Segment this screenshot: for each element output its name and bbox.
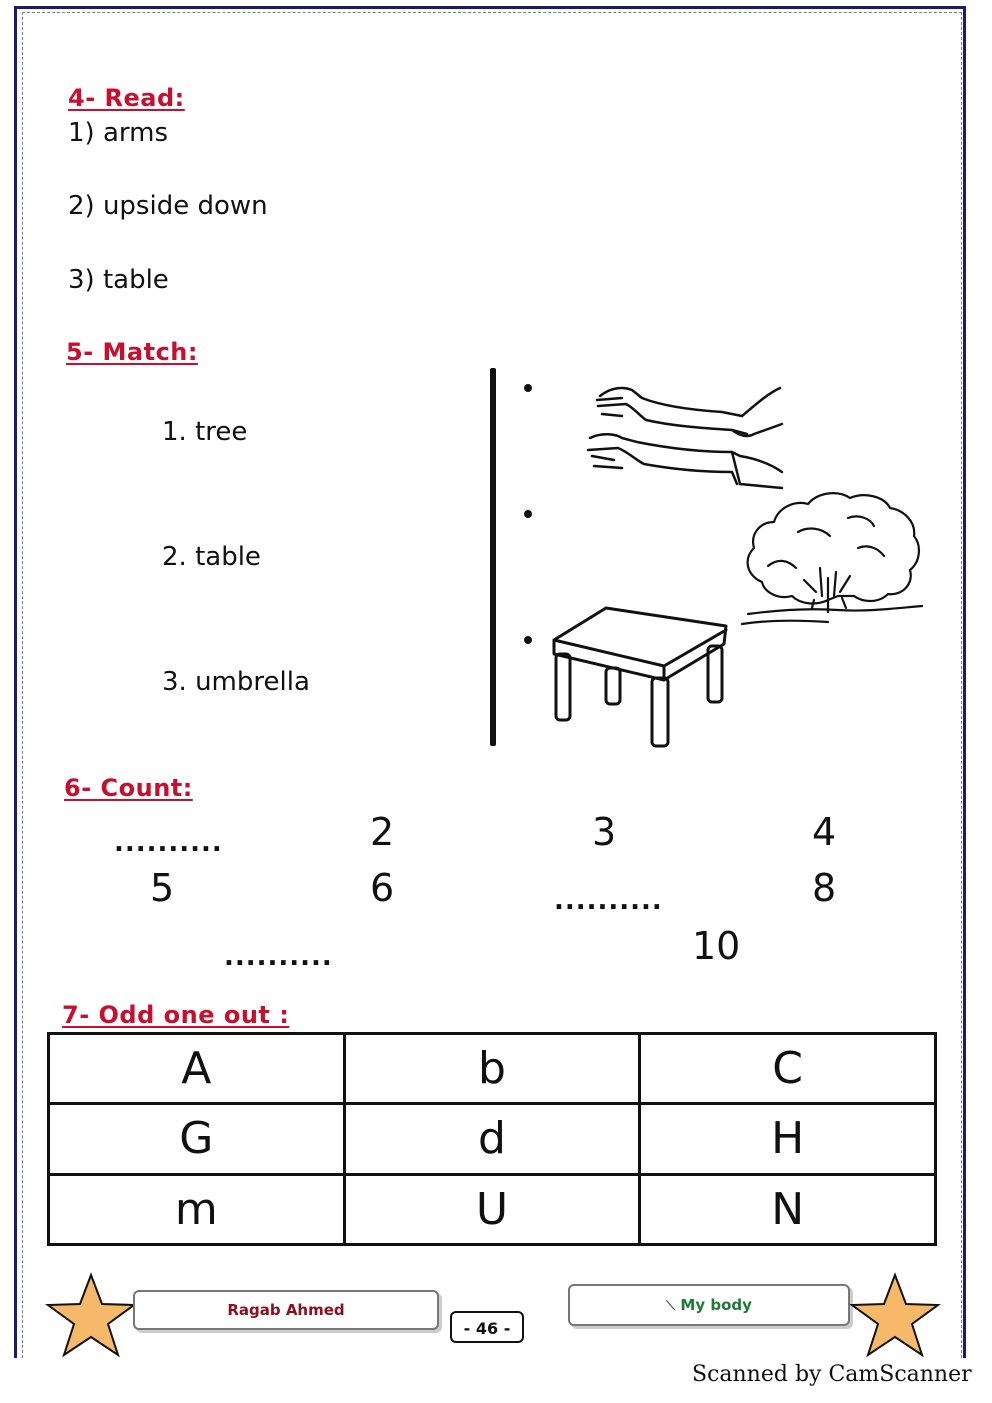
match-word-table: 2. table (162, 542, 261, 572)
count-number-6: 6 (370, 866, 395, 910)
match-divider-line (490, 368, 496, 746)
unit-box (568, 1284, 850, 1326)
odd-cell[interactable]: b (344, 1034, 640, 1104)
table-picture (548, 604, 732, 750)
odd-cell[interactable]: A (49, 1034, 345, 1104)
match-word-umbrella: 3. umbrella (162, 667, 310, 697)
author-box: Ragab Ahmed (133, 1290, 439, 1330)
odd-cell[interactable]: H (640, 1104, 936, 1174)
odd-cell[interactable]: m (49, 1174, 345, 1244)
count-number-3: 3 (592, 810, 617, 854)
match-dot-3[interactable] (524, 636, 532, 644)
star-icon (44, 1272, 138, 1358)
read-item-2: 2) upside down (68, 191, 268, 221)
table-row (49, 1104, 936, 1174)
unit-title: My body (680, 1296, 752, 1314)
match-dot-1[interactable] (524, 384, 532, 392)
match-heading: 5- Match: (66, 338, 198, 366)
count-number-2: 2 (370, 810, 395, 854)
scanner-watermark: Scanned by CamScanner (692, 1362, 972, 1387)
match-dot-2[interactable] (524, 510, 532, 518)
count-blank-1[interactable]: .......... (114, 828, 223, 858)
odd-cell[interactable]: N (640, 1174, 936, 1244)
arms-picture (582, 376, 792, 491)
odd-cell[interactable]: U (344, 1174, 640, 1244)
page-number: - 46 - (450, 1311, 524, 1343)
count-number-10: 10 (692, 924, 741, 968)
count-number-8: 8 (812, 866, 837, 910)
count-heading: 6- Count: (64, 774, 193, 802)
match-word-tree: 1. tree (162, 417, 248, 447)
odd-cell[interactable]: C (640, 1034, 936, 1104)
count-number-5: 5 (150, 866, 175, 910)
odd-cell[interactable]: d (344, 1104, 640, 1174)
table-row (49, 1174, 936, 1244)
read-item-1: 1) arms (68, 118, 168, 148)
odd-cell[interactable]: G (49, 1104, 345, 1174)
odd-one-out-table (47, 1032, 937, 1246)
count-blank-2[interactable]: .......... (554, 886, 663, 916)
table-row (49, 1034, 936, 1104)
read-item-3: 3) table (68, 265, 169, 295)
odd-heading: 7- Odd one out : (62, 1001, 290, 1029)
count-blank-3[interactable]: .......... (224, 942, 333, 972)
pencil-icon: ⟍ (666, 1299, 676, 1314)
count-number-4: 4 (812, 810, 837, 854)
read-heading: 4- Read: (68, 84, 185, 112)
tree-picture (738, 488, 924, 628)
star-icon (848, 1272, 942, 1358)
